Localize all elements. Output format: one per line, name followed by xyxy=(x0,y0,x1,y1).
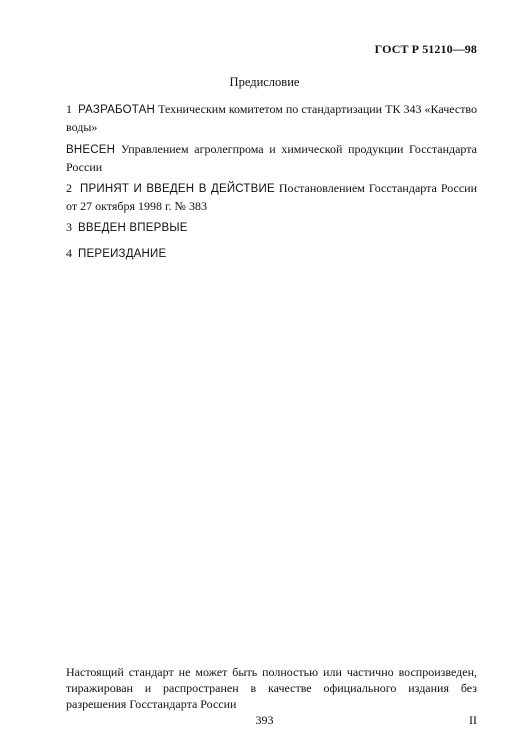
item-text: Управлением агролегпрома и химической продукции Госстандарта России xyxy=(66,142,477,174)
copyright-notice xyxy=(52,664,477,712)
item-number: 1 xyxy=(66,102,72,116)
item-text: Техническим комитетом по стандартизации ТК 343 «Качество воды» xyxy=(66,102,478,134)
preface-item-first-introduced-line xyxy=(52,219,477,237)
preface-item-adopted xyxy=(52,180,477,215)
item-number: 2 xyxy=(66,181,72,195)
item-number: 4 xyxy=(66,246,72,260)
preface-item-adopted-line xyxy=(52,180,477,215)
preface-item-developed xyxy=(52,101,477,136)
item-keyword: ВНЕСЕН xyxy=(66,144,116,156)
roman-page-number: II xyxy=(469,713,477,727)
item-number: 3 xyxy=(66,220,72,234)
preface-item-introduced xyxy=(52,141,477,176)
preface-item-first-introduced xyxy=(52,219,477,237)
standard-code-header: ГОСТ Р 51210—98 xyxy=(374,42,477,56)
item-keyword: РАЗРАБОТАН xyxy=(78,104,156,116)
item-text: Постановлением Госстандарта России от 27 октября 1998 г. № 383 xyxy=(66,181,478,213)
item-keyword: ВВЕДЕН ВПЕРВЫЕ xyxy=(78,222,188,234)
item-keyword: ПРИНЯТ И ВВЕДЕН В ДЕЙСТВИЕ xyxy=(80,183,275,195)
preface-item-reissue-line xyxy=(52,245,477,263)
page-number: 393 xyxy=(255,713,274,727)
copyright-notice-text: Настоящий стандарт не может быть полностью или частично воспроизведен, тиражирован и распространен в качестве официального издания без разрешения Госстандарта России xyxy=(66,665,477,711)
preface-item-reissue xyxy=(52,245,477,263)
preface-title: Предисловие xyxy=(229,75,300,89)
preface-item-introduced-line xyxy=(52,141,477,176)
item-keyword: ПЕРЕИЗДАНИЕ xyxy=(78,248,167,260)
preface-item-developed-line xyxy=(52,101,477,136)
